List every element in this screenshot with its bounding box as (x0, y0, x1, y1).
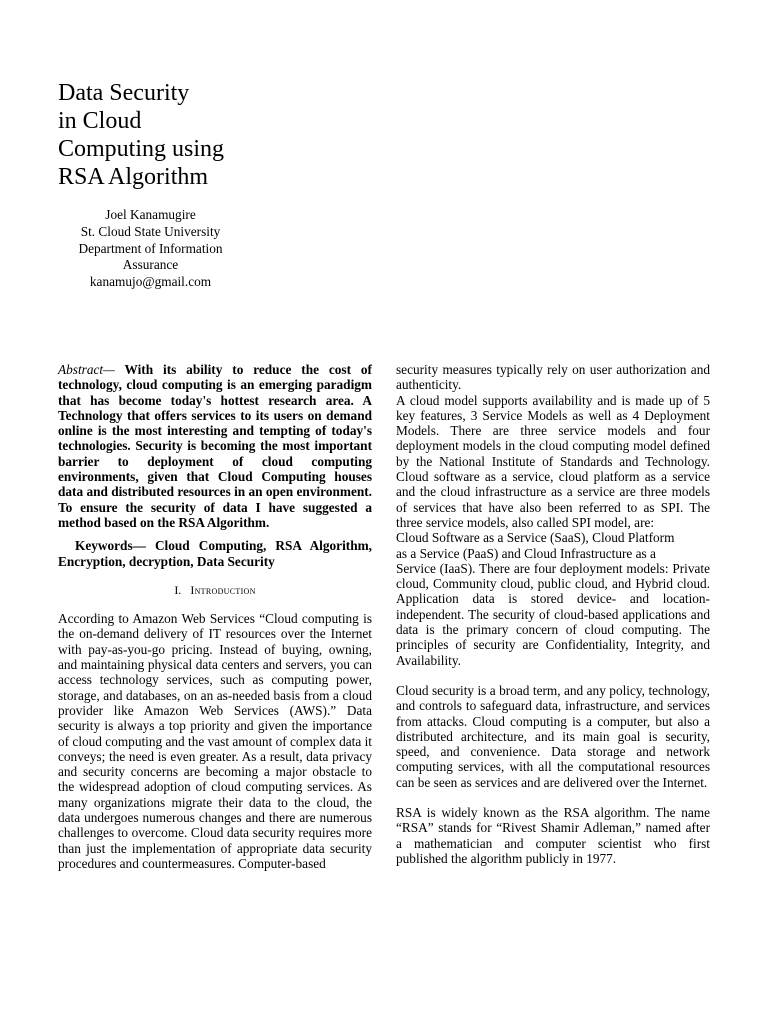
right-column (396, 362, 710, 866)
section-number: I. (174, 582, 182, 597)
abstract-label: Abstract— (58, 362, 115, 377)
author-department: Department of Information (78, 240, 223, 256)
title-line: RSA Algorithm (58, 164, 209, 190)
title-line: Data Security (58, 80, 190, 106)
paper-title (58, 79, 318, 191)
section-heading (58, 583, 372, 598)
cloud-model-paragraph: A cloud model supports availability and is made up of 5 key features, 3 Service Models as well as 4 Deployment Models. There are three service models and four deployment models in the cloud computing model defined by the National Institute of Standards and Technology. Cloud software as a service, cloud platform as a service and the cloud infrastructure as a service are three models of services that have also been referred to as SPI. The three service models, also called SPI model, are: (396, 392, 710, 530)
left-column (58, 362, 372, 871)
author-block (58, 207, 243, 291)
cloud-security-paragraph: Cloud security is a broad term, and any policy, technology, and controls to safeguard data, infrastructure, and services from attacks. Cloud computing is a computer, but also a distributed architecture, and its main goal is security, speed, and convenience. Data storage and network computing services, with all the computational resources can be seen as services and are delivered over the Internet. (396, 682, 710, 790)
abstract (58, 362, 372, 530)
intro-paragraph: According to Amazon Web Services “Cloud computing is the on-demand delivery of IT resources over the Internet with pay-as-you-go pricing. Instead of buying, owning, and maintaining physical data centers and servers, you can access technology services, such as computing power, storage, and databases, on an as-needed basis from a cloud provider like Amazon Web Services (AWS).” Data security is always a top priority and given the importance of cloud computing and the vast amount of complex data it conveys; the need is even greater. As a result, data privacy and security concerns are becoming a major obstacle to the widespread adoption of cloud computing services. As many organizations migrate their data to the cloud, the data undergoes numerous changes and there are numerous challenges to overcome. Cloud data security requires more than just the implementation of appropriate data security procedures and countermeasures. Computer-based (58, 611, 372, 871)
title-line: Computing using (58, 136, 225, 162)
section-title: Introduction (190, 582, 256, 597)
rsa-paragraph: RSA is widely known as the RSA algorithm. The name “RSA” stands for “Rivest Shamir Adleman,” named after a mathematician and computer scientist who first published the algorithm publicly in 1977. (396, 805, 710, 866)
author-email: kanamujo@gmail.com (89, 274, 212, 290)
keywords: Keywords— Cloud Computing, RSA Algorithm, Encryption, decryption, Data Security (58, 538, 372, 569)
author-name: Joel Kanamugire (105, 207, 196, 222)
author-department-cont: Assurance (122, 257, 179, 273)
intro-continuation: security measures typically rely on user authorization and authenticity. (396, 362, 710, 393)
deployment-models-paragraph: Service (IaaS). There are four deployment models: Private cloud, Community cloud, public cloud, and Hybrid cloud. Application data is stored device- and location-independent. The security of cloud-based applications and data is the primary concern of cloud computing. The principles of security are Confidentiality, Integrity, and Availability. (396, 560, 710, 668)
title-line: in Cloud (58, 108, 142, 134)
service-models-line: as a Service (PaaS) and Cloud Infrastructure as a (396, 545, 656, 561)
service-models-line: Cloud Software as a Service (SaaS), Cloud Platform (396, 530, 675, 546)
abstract-text: With its ability to reduce the cost of technology, cloud computing is an emerging paradigm that has become today's hottest research area. A Technology that offers services to its users on demand online is the most interesting and tempting of today's technologies. Security is becoming the most important barrier to deployment of cloud computing environments, given that Cloud Computing houses data and distributed resources in an open environment. To ensure the security of data I have suggested a method based on the RSA Algorithm. (58, 362, 372, 530)
author-affiliation: St. Cloud State University (80, 223, 221, 239)
